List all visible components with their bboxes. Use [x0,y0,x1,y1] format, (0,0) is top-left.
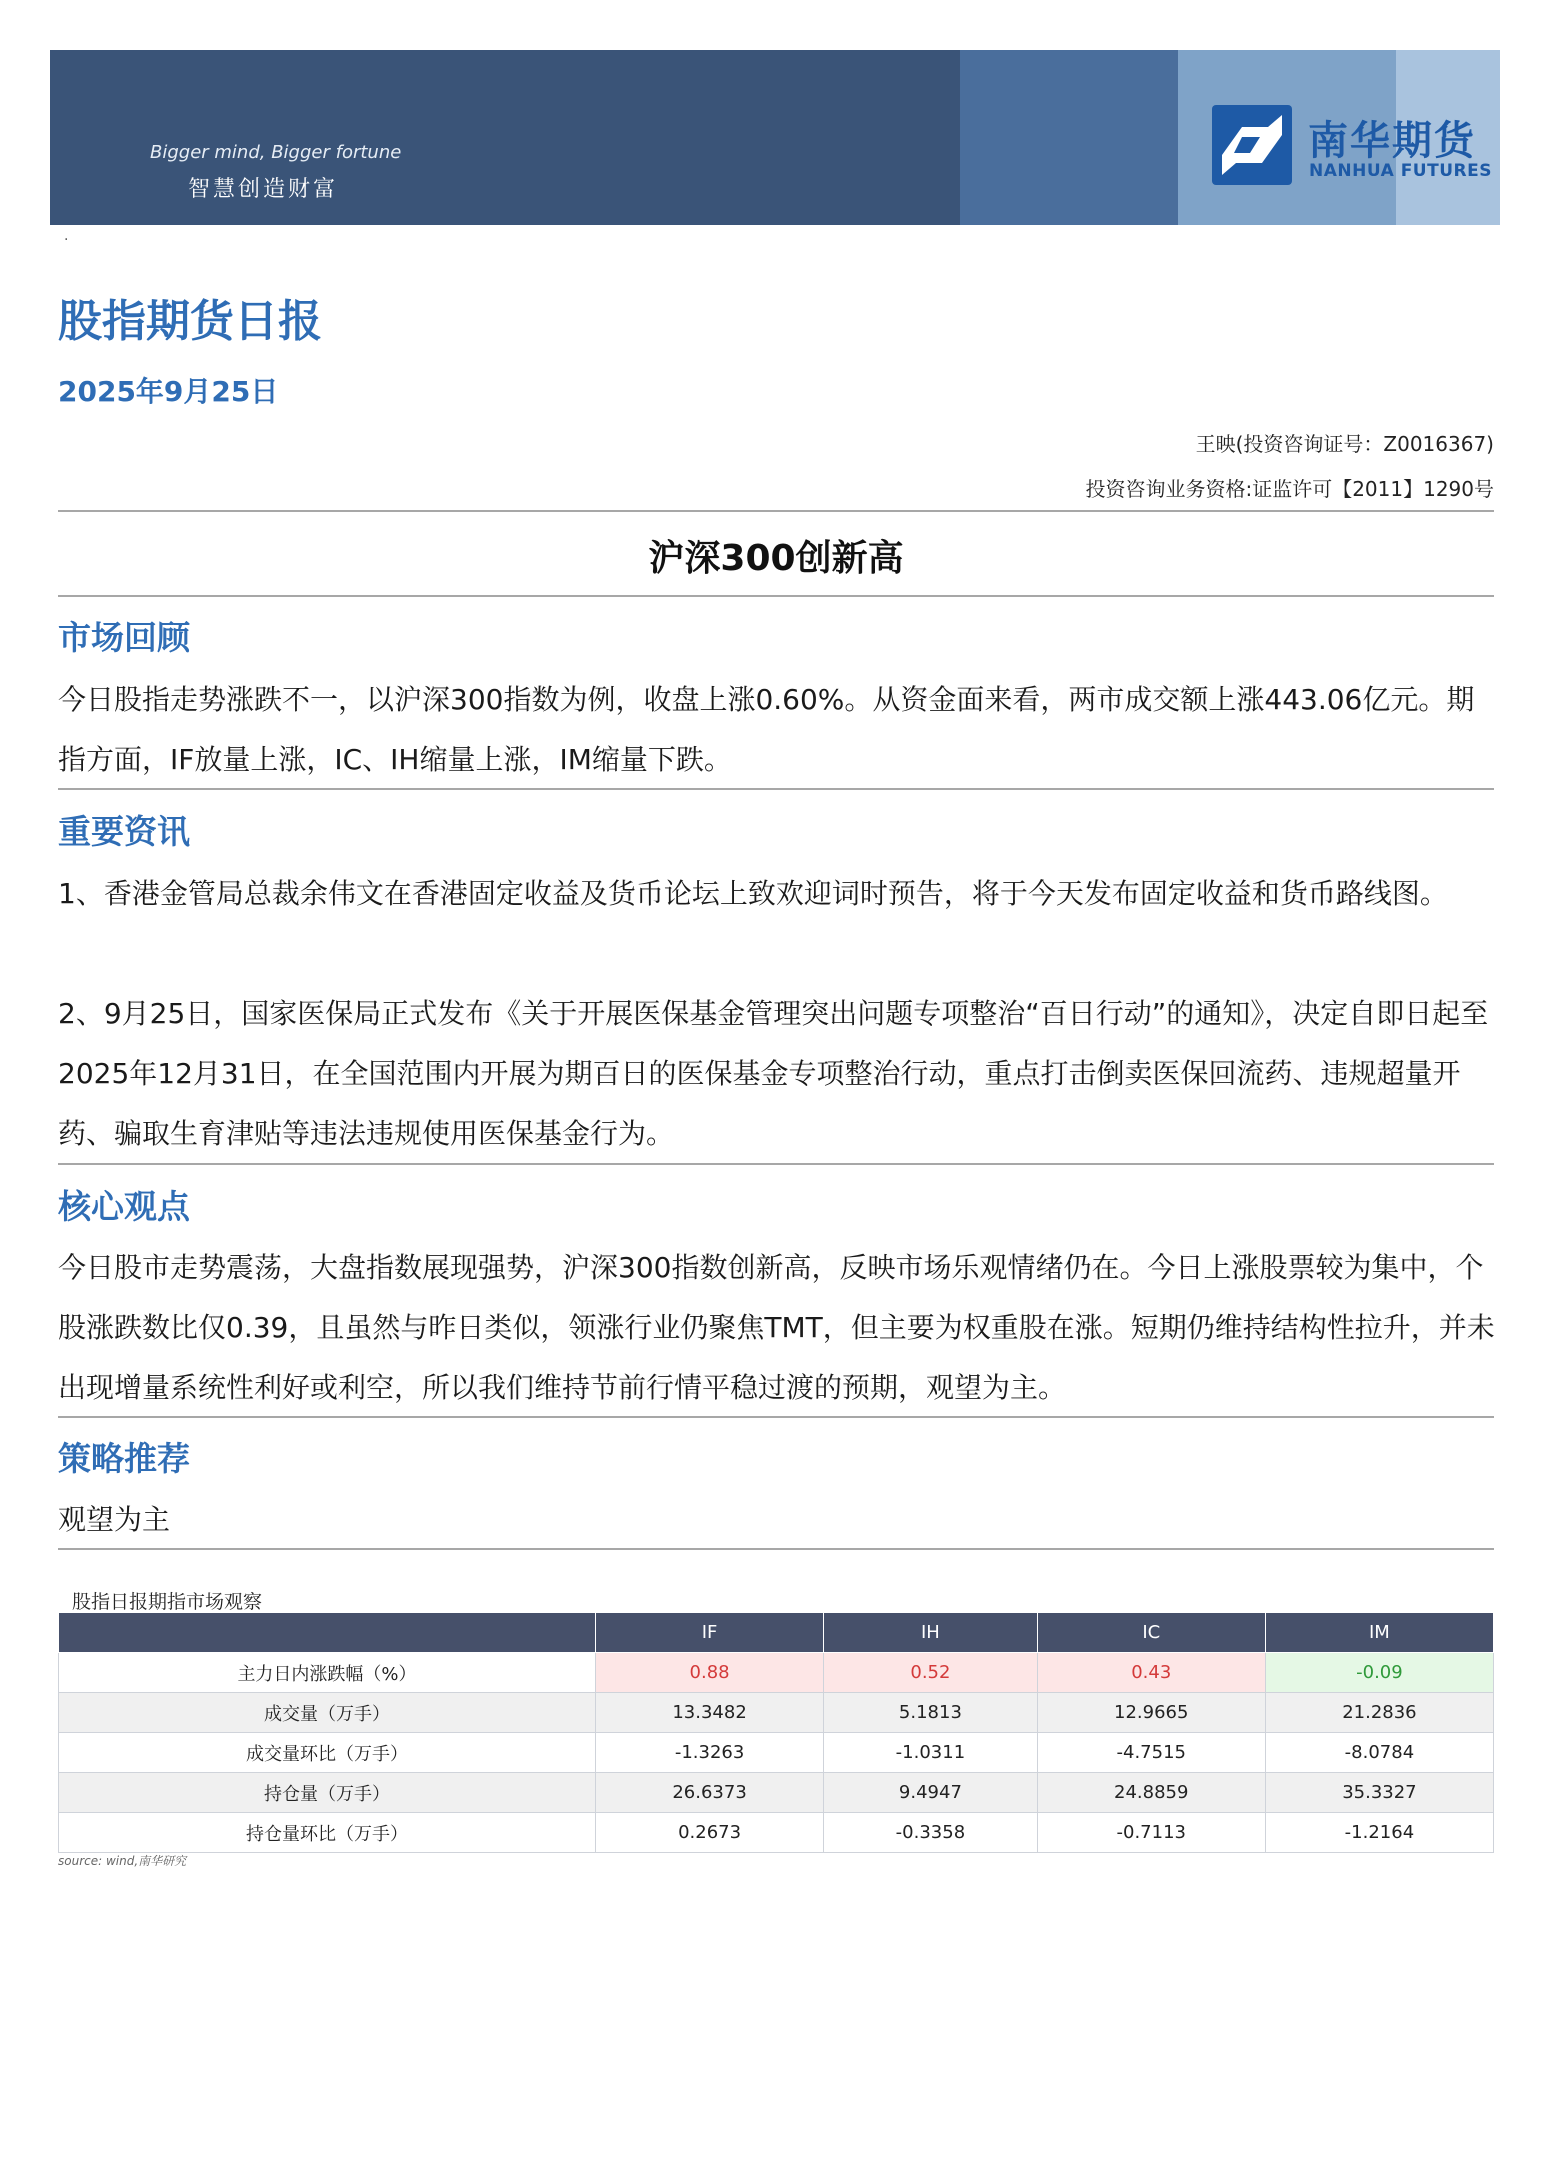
header-banner [50,50,1500,225]
section-title-review: 市场回顾 [58,618,190,657]
table-header-cell: IC [1037,1613,1265,1653]
row-label: 主力日内涨跌幅（%） [59,1653,596,1693]
logo-text-english: NANHUA FUTURES [1309,161,1492,181]
table-row [59,1693,1494,1733]
table-row [59,1813,1494,1853]
table-source: source: wind,南华研究 [58,1854,187,1868]
table-cell: -0.3358 [824,1813,1038,1853]
row-label: 成交量环比（万手） [59,1733,596,1773]
market-table [58,1612,1494,1853]
license-info: 投资咨询业务资格:证监许可【2011】1290号 [1085,477,1494,501]
table-row [59,1773,1494,1813]
slogan-english: Bigger mind, Bigger fortune [150,142,402,163]
nanhua-logo-icon [1212,105,1292,185]
report-title: 股指期货日报 [58,296,322,347]
table-cell: 35.3327 [1265,1773,1493,1813]
table-cell: 24.8859 [1037,1773,1265,1813]
section-title-view: 核心观点 [58,1187,190,1226]
table-header-cell [59,1613,596,1653]
table-row [59,1653,1494,1693]
banner-band [960,50,1178,225]
divider [58,1416,1494,1418]
row-label: 持仓量（万手） [59,1773,596,1813]
table-cell: 0.52 [824,1653,1038,1693]
table-caption: 股指日报期指市场观察 [72,1591,263,1613]
headline: 沪深300创新高 [648,538,904,579]
divider [58,1548,1494,1550]
slogan-chinese: 智慧创造财富 [188,177,339,202]
table-header-cell: IH [824,1613,1038,1653]
review-paragraph: 今日股指走势涨跌不一，以沪深300指数为例，收盘上涨0.60%。从资金面来看，两市成交额上涨443.06亿元。期指方面，IF放量上涨，IC、IH缩量上涨，IM缩量下跌。 [58,683,1475,776]
news-item: 2、9月25日，国家医保局正式发布《关于开展医保基金管理突出问题专项整治“百日行动”的通知》，决定自即日起至2025年12月31日，在全国范围内开展为期百日的医保基金专项整治行动，重点打击倒卖医保回流药、违规超量开药、骗取生育津贴等违法违规使用医保基金行为。 [58,997,1489,1150]
table-cell: 0.43 [1037,1653,1265,1693]
table-cell: 0.88 [596,1653,824,1693]
table-cell: 26.6373 [596,1773,824,1813]
view-paragraph: 今日股市走势震荡，大盘指数展现强势，沪深300指数创新高，反映市场乐观情绪仍在。今日上涨股票较为集中，个股涨跌数比仅0.39，且虽然与昨日类似，领涨行业仍聚焦TMT，但主要为权重股在涨。短期仍维持结构性拉升，并未出现增量系统性利好或利空，所以我们维持节前行情平稳过渡的预期，观望为主。 [58,1251,1495,1404]
news-item: 1、香港金管局总裁余伟文在香港固定收益及货币论坛上致欢迎词时预告，将于今天发布固定收益和货币路线图。 [58,877,1448,910]
company-logo [1212,105,1492,185]
table-header-cell: IM [1265,1613,1493,1653]
logo-text-chinese: 南华期货 [1308,118,1476,164]
table-header-cell: IF [596,1613,824,1653]
table-cell: -1.0311 [824,1733,1038,1773]
table-cell: -8.0784 [1265,1733,1493,1773]
table-cell: 0.2673 [596,1813,824,1853]
table-cell: 5.1813 [824,1693,1038,1733]
row-label: 成交量（万手） [59,1693,596,1733]
divider [58,595,1494,597]
header-dot: . [64,228,69,244]
table-cell: 21.2836 [1265,1693,1493,1733]
strategy-text: 观望为主 [58,1503,171,1536]
table-cell: -1.2164 [1265,1813,1493,1853]
author-info: 王映(投资咨询证号：Z0016367) [1195,432,1494,456]
table-cell: -4.7515 [1037,1733,1265,1773]
table-cell: 13.3482 [596,1693,824,1733]
report-date: 2025年9月25日 [58,375,279,408]
section-title-news: 重要资讯 [58,812,190,851]
row-label: 持仓量环比（万手） [59,1813,596,1853]
table-cell: 9.4947 [824,1773,1038,1813]
divider [58,788,1494,790]
table-row [59,1733,1494,1773]
section-title-strategy: 策略推荐 [58,1439,190,1478]
divider [58,1163,1494,1165]
table-cell: -0.09 [1265,1653,1493,1693]
table-cell: -0.7113 [1037,1813,1265,1853]
divider [58,510,1494,512]
table-cell: 12.9665 [1037,1693,1265,1733]
table-header-row [59,1613,1494,1653]
table-cell: -1.3263 [596,1733,824,1773]
